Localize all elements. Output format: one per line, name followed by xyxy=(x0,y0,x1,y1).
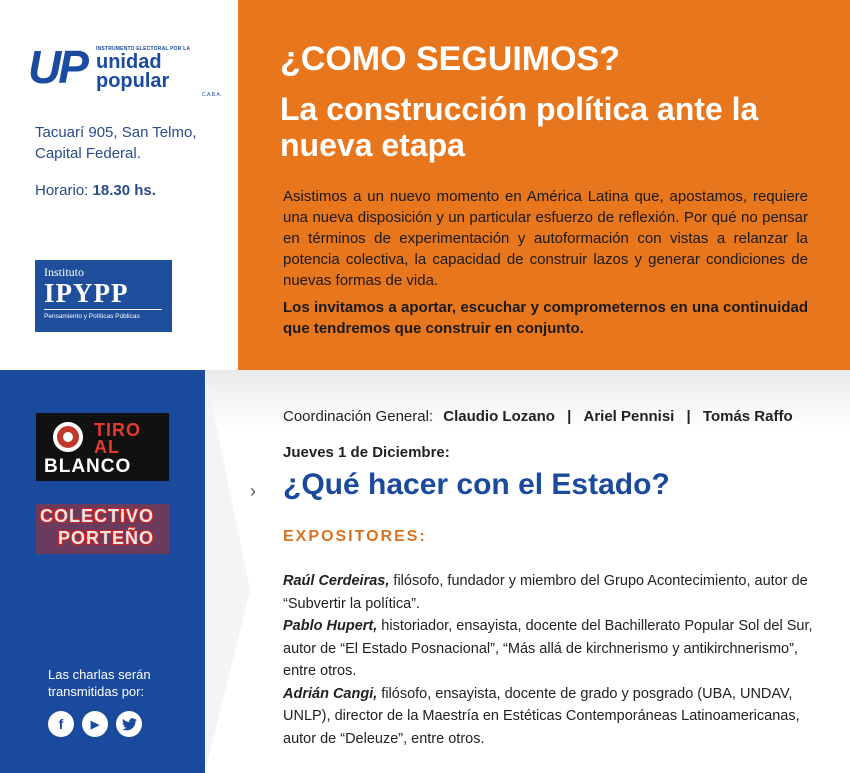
tiro-logo-line1: TIRO xyxy=(94,420,141,440)
address-line-1: Tacuarí 905, San Telmo, xyxy=(35,124,197,141)
session-title: ¿Qué hacer con el Estado? xyxy=(283,468,670,501)
tiro-al-blanco-logo xyxy=(36,413,169,481)
facebook-icon[interactable]: f xyxy=(48,711,74,737)
twitter-icon[interactable] xyxy=(116,711,142,737)
ipypp-logo-name: IPYPP xyxy=(44,278,129,308)
speaker-name: Adrián Cangi, xyxy=(283,685,378,702)
separator: | xyxy=(686,408,691,425)
header-panel xyxy=(238,0,850,370)
up-logo-word1: unidad xyxy=(96,51,162,73)
colectivo-logo-line2: PORTEÑO xyxy=(58,528,155,548)
tiro-logo-line3: BLANCO xyxy=(44,456,132,477)
coordinator-2: Ariel Pennisi xyxy=(583,408,675,425)
speaker-name: Pablo Hupert, xyxy=(283,618,378,634)
speaker-item xyxy=(283,615,823,683)
main-title: ¿COMO SEGUIMOS? xyxy=(280,40,620,78)
up-logo-word2: popular xyxy=(96,70,170,92)
speakers-list xyxy=(283,570,823,750)
event-date: Jueves 1 de Diciembre: xyxy=(283,444,450,461)
coordinator-3: Tomás Raffo xyxy=(702,408,793,425)
colectivo-logo-line1: COLECTIVO xyxy=(40,506,155,526)
ipypp-logo-small: Instituto xyxy=(44,265,85,279)
speaker-name: Raúl Cerdeiras, xyxy=(283,573,390,589)
streaming-note xyxy=(48,666,151,700)
unidad-popular-logo xyxy=(28,40,222,100)
sidebar xyxy=(0,370,205,773)
schedule xyxy=(35,182,156,199)
ipypp-logo-caption: Pensamiento y Políticas Públicas xyxy=(44,313,140,320)
speaker-bio: filósofo, fundador y miembro del Grupo Acontecimiento, autor de “Subvertir la política”. xyxy=(283,573,808,612)
speaker-bio: historiador, ensayista, docente del Bachillerato Popular Sol del Sur, autor de “El Estado Posnacional”, “Más allá de kirchnerismo y antikirchnerismo”, entre otros. xyxy=(283,618,813,679)
subtitle: La construcción política ante la nueva etapa xyxy=(280,91,759,163)
twitter-bird-glyph xyxy=(122,718,137,731)
address-line-2: Capital Federal. xyxy=(35,145,141,162)
streaming-note-line1: Las charlas serán xyxy=(48,667,151,682)
intro-invitation: Los invitamos a aportar, escuchar y comprometernos en una continuidad que tendremos que construir en conjunto. xyxy=(283,299,808,337)
colectivo-porteno-logo xyxy=(36,504,169,554)
schedule-time: 18.30 hs. xyxy=(92,182,156,199)
speaker-item xyxy=(283,683,823,751)
ipypp-divider xyxy=(44,309,162,310)
up-logo-mark: UP xyxy=(28,41,86,93)
target-icon xyxy=(53,422,83,452)
streaming-note-line2: transmitidas por: xyxy=(48,684,145,699)
arrow-decoration xyxy=(205,370,250,773)
coordinator-1: Claudio Lozano xyxy=(443,408,555,425)
speaker-bio: filósofo, ensayista, docente de grado y posgrado (UBA, UNDAV, UNLP), director de la Maestría en Estéticas Contemporáneas Latinoamericanas, autor de “Deleuze”, entre otros. xyxy=(283,685,800,747)
schedule-label: Horario: xyxy=(35,182,89,199)
up-logo-region: C.A.B.A. xyxy=(202,92,222,98)
coordination-line xyxy=(283,408,793,425)
youtube-icon[interactable]: ▶ xyxy=(82,711,108,737)
social-links xyxy=(48,711,142,737)
chevron-right-icon: › xyxy=(250,481,256,501)
up-logo-tagline: INSTRUMENTO ELECTORAL POR LA xyxy=(96,46,191,52)
intro-text: Asistimos a un nuevo momento en América Latina que, apostamos, requiere una nueva disposición y un particular esfuerzo de reflexión. Por qué no pensar en términos de experimentación y autoformación con vistas a relanzar la potencia colectiva, la capacidad de construir lazos y generar condiciones de nuevas formas de vida. xyxy=(283,188,808,289)
speakers-heading: EXPOSITORES: xyxy=(283,528,427,545)
speaker-item xyxy=(283,570,823,615)
tiro-logo-line2: AL xyxy=(94,437,120,457)
coordination-label: Coordinación General: xyxy=(283,408,434,425)
separator: | xyxy=(567,408,572,425)
ipypp-logo xyxy=(35,260,172,332)
left-info-panel xyxy=(0,0,238,370)
venue-address xyxy=(35,122,196,164)
